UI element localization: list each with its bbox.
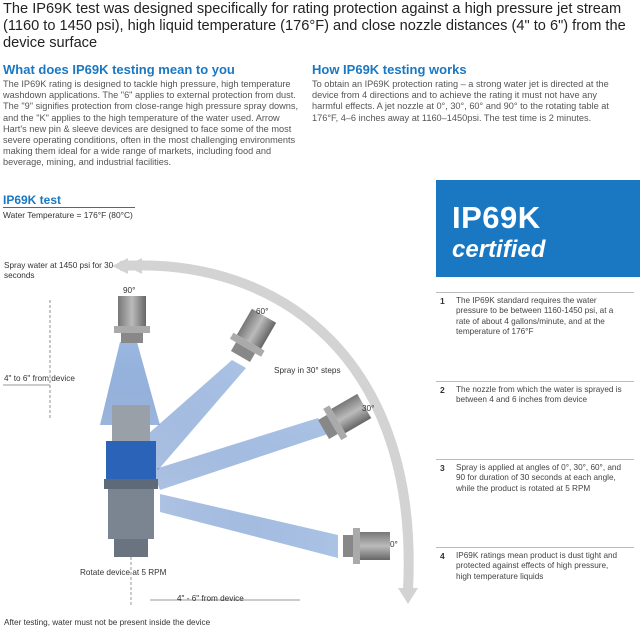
step-3-rule <box>436 459 634 460</box>
arc-arrowhead-top-2 <box>126 258 142 274</box>
ip69k-test-title: IP69K test <box>3 193 62 207</box>
nozzle-90-tip <box>121 333 143 343</box>
rotate-label: Rotate device at 5 RPM <box>80 568 167 577</box>
device-band <box>104 479 158 489</box>
works-title: How IP69K testing works <box>312 62 467 77</box>
angle-90-label: 90° <box>123 286 136 295</box>
distance-side-label: 4" to 6" from device <box>4 374 75 383</box>
step-2-rule <box>436 381 634 382</box>
step-1-number: 1 <box>440 296 445 306</box>
angle-60-label: 60° <box>256 307 269 316</box>
step-1-text: The IP69K standard requires the water pressure to be between 1160-1450 psi, at a rate of about 4 gallons/minute, and at the temperature of 176°F <box>456 296 614 336</box>
device-body <box>106 441 156 479</box>
spray-steps-label: Spray in 30° steps <box>274 366 341 375</box>
step-4-rule <box>436 547 634 548</box>
nozzle-0 <box>343 528 390 564</box>
headline: The IP69K test was designed specifically for rating protection against a high pressure jet stream (1160 to 1450 psi), high liquid temperature (176°F) and close nozzle distances (4" to 6") from the device surface <box>3 1 626 51</box>
ip69k-certified-badge <box>436 180 640 277</box>
device-base <box>108 489 154 539</box>
angle-30-label: 30° <box>362 404 375 413</box>
works-body: To obtain an IP69K protection rating – a strong water jet is directed at the device from 4 directions and to achieve the rating it must not have any harmful effects. A jet nozzle at 0°, 30°, 60° and 90° to the rotating table at 176°F, 4–6 inches away at 1160–1450psi. The test time is 2 minutes. <box>312 79 609 123</box>
arc-arrowhead-bottom <box>398 588 418 604</box>
step-3-text: Spray is applied at angles of 0°, 30°, 60°, and 90 for duration of 30 seconds at each angle, while the product is rotated at 5 RPM <box>456 463 622 493</box>
nozzle-90-body <box>118 296 146 326</box>
step-2-text: The nozzle from which the water is sprayed is between 4 and 6 inches from device <box>456 385 622 405</box>
step-1-rule <box>436 292 634 293</box>
distance-bottom-label: 4" - 6" from device <box>177 594 244 603</box>
step-3-number: 3 <box>440 463 445 473</box>
footer-note: After testing, water must not be present inside the device <box>4 618 211 627</box>
spray-0 <box>160 494 338 558</box>
step-2-number: 2 <box>440 385 445 395</box>
device-top <box>112 405 150 441</box>
meaning-body: The IP69K rating is designed to tackle high pressure, high temperature washdown applications. The "6" applies to external protection from dust. The "9" signifies protection from close-range high pressure spray downs, and the "K" applies to the high temperature of the water used. Arrow Hart's new pin & sleeve devices are designed to face some of the most severe operating conditions, often in the most challenging environments making them ideal for a wide range of markets, including food and beverage, mining, and industrial facilities. <box>3 79 299 168</box>
spray-label: Spray water at 1450 psi for 30 seconds <box>4 261 114 280</box>
step-4-number: 4 <box>440 551 445 561</box>
nozzle-90-collar <box>114 326 150 333</box>
arc-arrowhead-top <box>112 258 128 274</box>
step-4-text: IP69K ratings mean product is dust tight and protected against effects of high pressure, high temperature liquids <box>456 551 618 581</box>
nozzle-60 <box>225 307 280 366</box>
device-foot <box>114 539 148 557</box>
angle-0-label: 0° <box>390 540 398 549</box>
nozzle-30 <box>315 390 374 445</box>
badge-sub: certified <box>452 236 546 263</box>
meaning-title: What does IP69K testing mean to you <box>3 62 235 77</box>
badge-main: IP69K <box>452 200 541 235</box>
water-temperature: Water Temperature = 176°F (80°C) <box>3 210 133 220</box>
